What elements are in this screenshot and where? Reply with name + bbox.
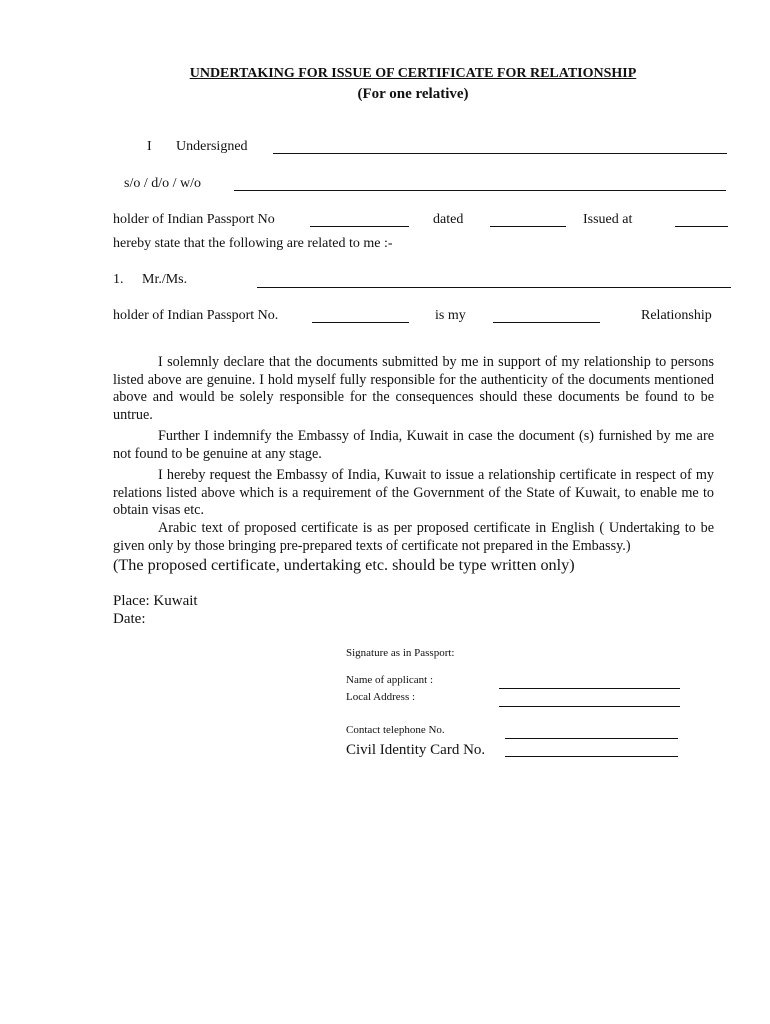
passport-label: holder of Indian Passport No <box>113 212 275 227</box>
type-written-note: (The proposed certificate, undertaking etc. should be type written only) <box>113 556 575 574</box>
declaration-paragraph-4: Arabic text of proposed certificate is as per proposed certificate in English ( Undertaking to be given only by those bringing pre-prepared texts of certificate not prepared in the Embassy.) <box>113 520 714 554</box>
civil-id-label: Civil Identity Card No. <box>346 742 486 758</box>
sdw-label: s/o / d/o / w/o <box>124 176 202 191</box>
i-label: I <box>147 139 152 154</box>
place-text: Place: Kuwait <box>113 593 198 609</box>
declaration-paragraph-1: I solemnly declare that the documents submitted by me in support of my relationship to persons listed above are genuine. I hold myself fully responsible for the authenticity of the documents mentioned above and would be solely responsible for the consequences should these documents be found to be untrue. <box>113 354 714 423</box>
contact-phone-field[interactable] <box>505 738 678 739</box>
issued-at-field[interactable] <box>675 226 728 227</box>
civil-id-field[interactable] <box>505 756 678 757</box>
applicant-name-label: Name of applicant : <box>346 674 434 686</box>
document-subtitle: (For one relative) <box>357 86 469 102</box>
relationship-field[interactable] <box>493 322 600 323</box>
passport-date-field[interactable] <box>490 226 566 227</box>
local-address-label: Local Address : <box>346 691 416 703</box>
signature-label: Signature as in Passport: <box>346 647 455 659</box>
relative-number: 1. <box>113 272 124 287</box>
relative-passport-field[interactable] <box>312 322 409 323</box>
date-label: Date: <box>113 611 146 627</box>
declaration-paragraph-2: Further I indemnify the Embassy of India, Kuwait in case the document (s) furnished by me are not found to be genuine at any stage. <box>113 428 714 462</box>
applicant-name-field[interactable] <box>499 688 680 689</box>
is-my-label: is my <box>435 308 466 323</box>
declaration-paragraph-3: I hereby request the Embassy of India, Kuwait to issue a relationship certificate in respect of my relations listed above which is a requirement of the Government of the State of Kuwait, to enable me to obtain visas etc. <box>113 467 714 518</box>
contact-phone-label: Contact telephone No. <box>346 724 445 736</box>
relationship-label: Relationship <box>641 308 712 323</box>
dated-label: dated <box>433 212 464 227</box>
issued-at-label: Issued at <box>583 212 633 227</box>
local-address-field[interactable] <box>499 706 680 707</box>
passport-number-field[interactable] <box>310 226 409 227</box>
relative-passport-label: holder of Indian Passport No. <box>113 308 279 323</box>
mr-ms-label: Mr./Ms. <box>142 272 188 287</box>
relative-name-field[interactable] <box>257 287 731 288</box>
parent-spouse-name-field[interactable] <box>234 190 726 191</box>
undersigned-name-field[interactable] <box>273 153 727 154</box>
undersigned-label: Undersigned <box>176 139 248 154</box>
hereby-state-text: hereby state that the following are related to me :- <box>113 236 393 251</box>
document-title: UNDERTAKING FOR ISSUE OF CERTIFICATE FOR RELATIONSHIP <box>189 66 637 81</box>
